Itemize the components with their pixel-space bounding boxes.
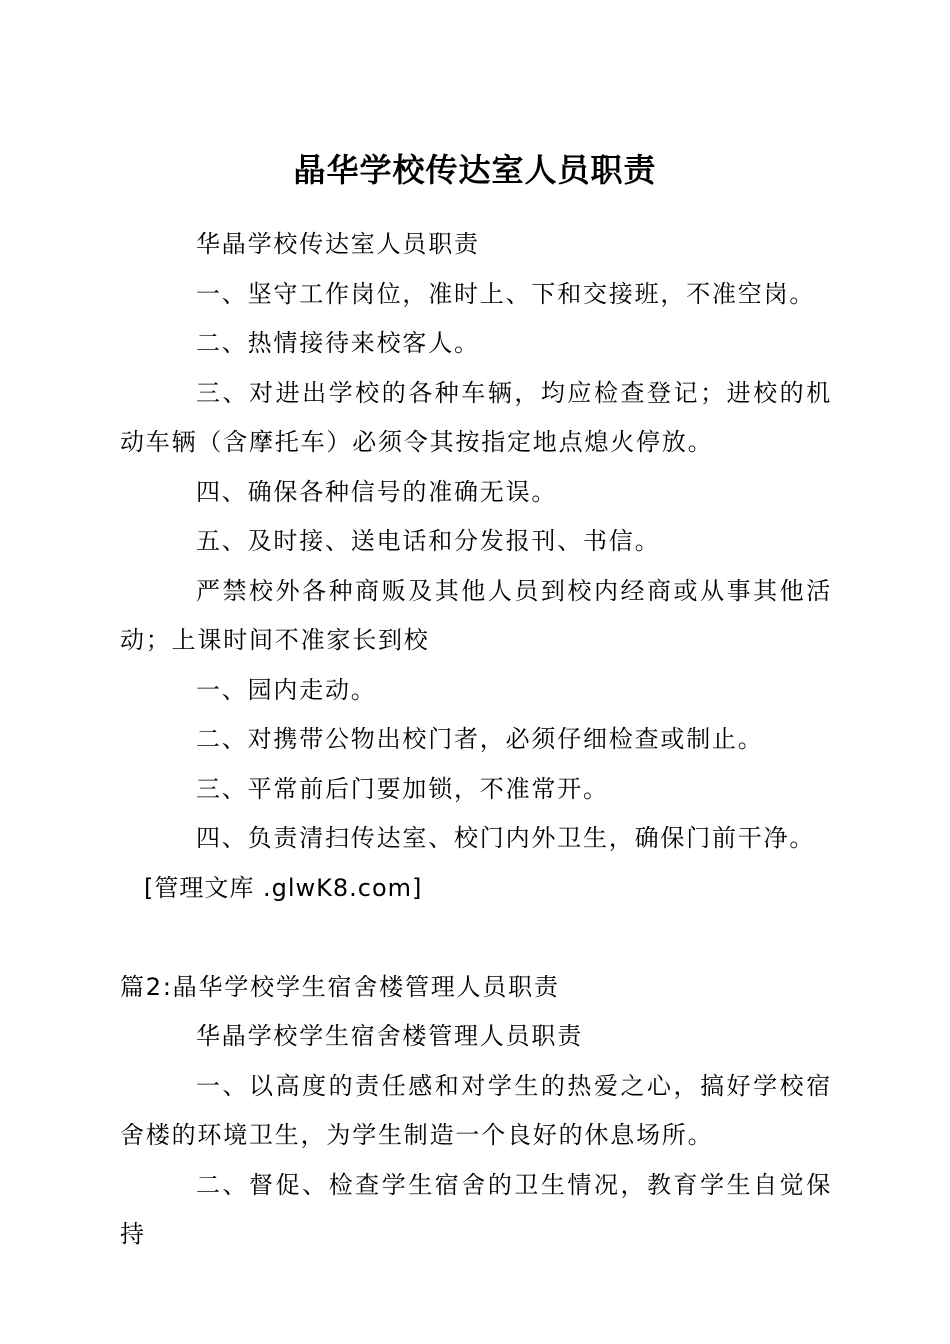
paragraph: 一、以高度的责任感和对学生的热爱之心，搞好学校宿舍楼的环境卫生，为学生制造一个良好的休息场所。 bbox=[120, 1071, 832, 1149]
paragraph: 一、坚守工作岗位，准时上、下和交接班，不准空岗。 bbox=[196, 279, 816, 308]
document-body bbox=[120, 220, 832, 1260]
paragraph: 一、园内走动。 bbox=[196, 675, 377, 704]
paragraph: 二、对携带公物出校门者，必须仔细检查或制止。 bbox=[196, 725, 764, 753]
paragraph: 三、平常前后门要加锁，不准常开。 bbox=[196, 774, 609, 803]
paragraph: 三、对进出学校的各种车辆，均应检查登记；进校的机动车辆（含摩托车）必须令其按指定地点熄火停放。 bbox=[120, 378, 832, 456]
section-heading: 篇2:晶华学校学生宿舍楼管理人员职责 bbox=[120, 972, 560, 1001]
paragraph: 二、热情接待来校客人。 bbox=[196, 329, 480, 357]
paragraph: 华晶学校学生宿舍楼管理人员职责 bbox=[196, 1022, 583, 1050]
paragraph: 华晶学校传达室人员职责 bbox=[196, 230, 480, 258]
paragraph: 四、确保各种信号的准确无误。 bbox=[196, 477, 558, 506]
paragraph: 五、及时接、送电话和分发报刊、书信。 bbox=[196, 527, 661, 555]
paragraph: 四、负责清扫传达室、校门内外卫生，确保门前干净。 bbox=[196, 824, 816, 852]
paragraph: 二、督促、检查学生宿舍的卫生情况，教育学生自觉保持 bbox=[120, 1170, 832, 1248]
paragraph: 严禁校外各种商贩及其他人员到校内经商或从事其他活动；上课时间不准家长到校 bbox=[120, 576, 832, 654]
section-gap bbox=[120, 913, 832, 963]
source-note: [管理文库 .glwK8.com] bbox=[144, 873, 423, 902]
document-title: 晶华学校传达室人员职责 bbox=[293, 151, 657, 189]
